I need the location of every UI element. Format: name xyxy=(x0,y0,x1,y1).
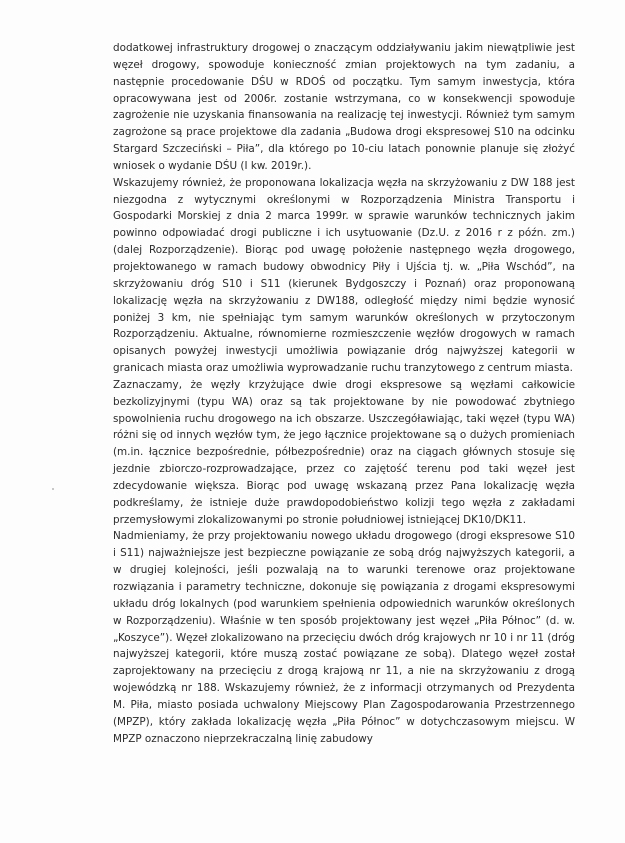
paragraph-wa-interchanges: Zaznaczamy, że węzły krzyżujące dwie drogi ekspresowe są węzłami całkowicie bezkolizyjnymi (typu WA) oraz są tak projektowane by nie powodować zbytniego spowolnienia ruchu drogowego na ich obszarze. Uszczegóławiając, taki węzeł (typu WA) różni się od innych węzłów tym, że jego łącznice projektowane są o dużych promieniach (m.in. łącznice bezpośrednie, półbezpośrednie) oraz na ciągach głównych stosuje się jezdnie zbiorczo-rozprowadzające, przez co zajętość terenu pod taki węzeł jest zdecydowanie większa. Biorąc pod uwagę wskazaną przez Pana lokalizację węzła podkreślamy, że istnieje duże prawdopodobieństwo kolizji tego węzła z zakładami przemysłowymi zlokalizowanymi po stronie południowej istniejącej DK10/DK11. xyxy=(113,378,575,526)
document-body xyxy=(113,40,575,747)
paragraph-road-system-design: Nadmieniamy, że przy projektowaniu nowego układu drogowego (drogi ekspresowe S10 i S11) najważniejsze jest bezpieczne powiązanie ze sobą dróg najwyższych kategorii, a w drugiej kolejności, jeśli pozwalają na to warunki terenowe oraz projektowane rozwiązania i parametry techniczne, dokonuje się powiązania z drogami ekspresowymi układu dróg lokalnych (pod warunkiem spełnienia odpowiednich warunków określonych w Rozporządzeniu). Właśnie w ten sposób projektowany jest węzeł „Piła Północ” (d. w. „Koszyce”). Węzeł zlokalizowano na przecięciu dwóch dróg krajowych nr 10 i nr 11 (dróg najwyższej kategorii, które muszą zostać powiązane ze sobą). Dlatego węzeł został zaprojektowany na przecięciu z drogą krajową nr 11, a nie na skrzyżowaniu z drogą wojewódzką nr 188. Wskazujemy również, że z informacji otrzymanych od Prezydenta M. Piła, miasto posiada uchwalony Miejscowy Plan Zagospodarowania Przestrzennego (MPZP), który zakłada lokalizację węzła „Piła Północ” w dotychczasowym miejscu. W MPZP oznaczono nieprzekraczalną linię zabudowy xyxy=(113,530,575,745)
paragraph-interchange-location: Wskazujemy również, że proponowana lokalizacja węzła na skrzyżowaniu z DW 188 jest niezgodna z wytycznymi określonymi w Rozporządzenia Ministra Transportu i Gospodarki Morskiej z dnia 2 marca 1999r. w sprawie warunków technicznych jakim powinno odpowiadać drogi publiczne i ich usytuowanie (Dz.U. z 2016 r z późn. zm.) (dalej Rozporządzenie). Biorąc pod uwagę położenie następnego węzła drogowego, projektowanego w ramach budowy obwodnicy Piły i Ujścia tj. w. „Piła Wschód”, na skrzyżowaniu dróg S10 i S11 (kierunek Bydgoszczy i Poznań) oraz proponowaną lokalizację węzła na skrzyżowaniu z DW188, odległość między nimi będzie wynosić poniżej 3 km, nie spełniając tym samym warunków określonych w przytoczonym Rozporządzeniu. Aktualne, równomierne rozmieszczenie węzłów drogowych w ramach opisanych powyżej inwestycji umożliwia powiązanie dróg najwyższej kategorii w granicach miasta oraz umożliwia wyprowadzanie ruchu tranzytowego z centrum miasta. xyxy=(113,176,575,375)
scan-speck xyxy=(52,488,54,490)
paragraph-continuation: dodatkowej infrastruktury drogowej o znaczącym oddziaływaniu jakim niewątpliwie jest węzeł drogowy, spowoduje konieczność zmian projektowych na tym zadaniu, a następnie procedowanie DŚU w RDOŚ od początku. Tym samym inwestycja, która opracowywana jest od 2006r. zostanie wstrzymana, co w konsekwencji spowoduje zagrożenie nie uzyskania finansowania na realizację tej inwestycji. Również tym samym zagrożone są prace projektowe dla zadania „Budowa drogi ekspresowej S10 na odcinku Stargard Szczeciński – Piła”, dla którego po 10-ciu latach ponownie planuje się złożyć wniosek o wydanie DŚU (I kw. 2019r.). xyxy=(113,42,575,172)
